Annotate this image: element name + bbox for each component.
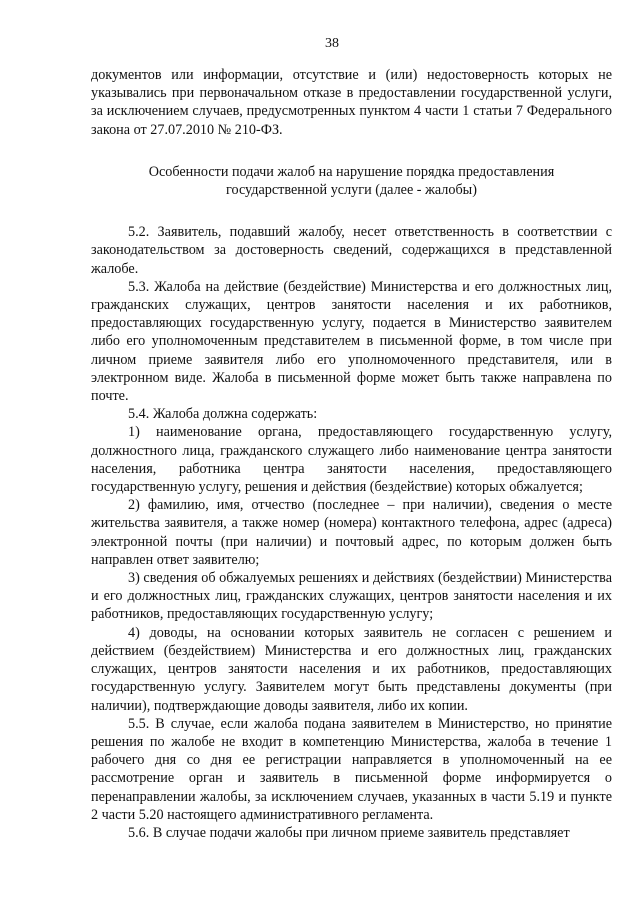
document-body: [91, 66, 612, 842]
paragraph-5-3: 5.3. Жалоба на действие (бездействие) Министерства и его должностных лиц, гражданских служащих, центров занятости населения и их работников, предоставляющих государственную услугу, подается в Министерство заявителем либо его уполномоченным представителем в письменной форме, в том числе при личном приеме заявителя либо его уполномоченного представителя, или в электронном виде. Жалоба в письменной форме может быть также направлена по почте.: [91, 278, 612, 405]
paragraph-5-5: 5.5. В случае, если жалоба подана заявителем в Министерство, но принятие решения по жалобе не входит в компетенцию Министерства, жалоба в течение 1 рабочего дня со дня ее регистрации направляется в уполномоченный на ее рассмотрение орган и заявитель в письменной форме информируется о перенаправлении жалобы, за исключением случаев, указанных в части 5.19 и пункте 2 части 5.20 настоящего административного регламента.: [91, 715, 612, 823]
paragraph-continuation: документов или информации, отсутствие и (или) недостоверность которых не указывались при первоначальном отказе в предоставлении государственной услуги, за исключением случаев, предусмотренных пунктом 4 части 1 статьи 7 Федерального закона от 27.07.2010 № 210-ФЗ.: [91, 67, 612, 138]
list-item-2: 2) фамилию, имя, отчество (последнее – при наличии), сведения о месте жительства заявителя, а также номер (номера) контактного телефона, адрес (адреса) электронной почты (при наличии) и почтовый адрес, по которым должен быть направлен ответ заявителю;: [91, 497, 612, 568]
paragraph-5-4: 5.4. Жалоба должна содержать:: [128, 406, 318, 423]
paragraph-5-6: 5.6. В случае подачи жалобы при личном приеме заявитель представляет: [128, 824, 570, 841]
list-item-1: 1) наименование органа, предоставляющего государственную услугу, должностного лица, гражданского служащего либо наименование центра занятости населения, работника центра занятости населения, предоставляющего государственную услугу, решения и действия (бездействие) которых обжалуется;: [91, 424, 612, 496]
paragraph-5-2: 5.2. Заявитель, подавший жалобу, несет ответственность в соответствии с законодательством за достоверность сведений, содержащихся в представленной жалобе.: [91, 224, 612, 277]
section-heading: Особенности подачи жалоб на нарушение порядка предоставления государственной услуги (далее - жалобы): [148, 163, 555, 199]
page-number: 38: [325, 36, 339, 51]
list-item-3: 3) сведения об обжалуемых решениях и действиях (бездействии) Министерства и его должностных лиц, гражданских служащих, центров занятости населения и их работников, предоставляющих государственную услугу;: [91, 570, 612, 623]
list-item-4: 4) доводы, на основании которых заявитель не согласен с решением и действием (бездействием) Министерства и его должностных лиц, гражданских служащих, центров занятости населения и их работников, предоставляющих государственную услугу. Заявителем могут быть представлены документы (при наличии), подтверждающие доводы заявителя, либо их копии.: [91, 624, 612, 714]
